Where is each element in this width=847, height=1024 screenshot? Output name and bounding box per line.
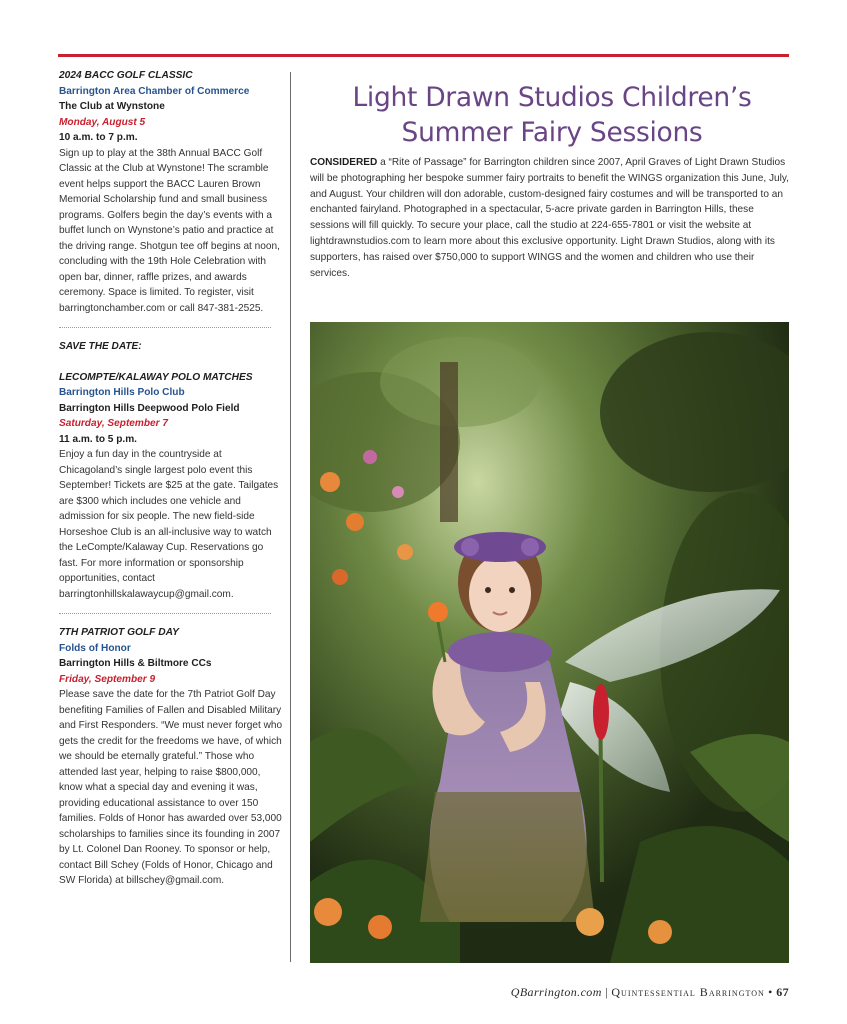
event-date: Saturday, September 7	[59, 418, 169, 429]
event-organization: Folds of Honor	[59, 642, 131, 654]
event-venue: Barrington Hills Deepwood Polo Field	[59, 402, 240, 414]
fairy-portrait-illustration	[310, 322, 789, 963]
page-number: 67	[776, 985, 789, 999]
page-footer	[300, 985, 789, 1000]
footer-publication: Quintessential Barrington	[611, 985, 765, 999]
footer-bullet: •	[764, 985, 777, 999]
save-the-date-label: SAVE THE DATE:	[59, 341, 142, 352]
event-venue: Barrington Hills & Biltmore CCs	[59, 658, 212, 669]
event-time: 10 a.m. to 7 p.m.	[59, 132, 138, 143]
article-body	[310, 155, 790, 281]
event-venue: The Club at Wynstone	[59, 101, 165, 112]
event-date: Friday, September 9	[59, 673, 156, 685]
footer-site: QBarrington.com	[510, 985, 602, 999]
article-title-line-1: Light Drawn Studios Children’s	[352, 82, 752, 113]
article-lead-word: CONSIDERED	[310, 157, 378, 168]
event-organization: Barrington Hills Polo Club	[59, 387, 185, 398]
dotted-divider	[59, 327, 271, 328]
column-divider	[290, 72, 291, 962]
event-organization: Barrington Area Chamber of Commerce	[59, 85, 250, 97]
event-heading: 2024 BACC GOLF CLASSIC	[59, 70, 193, 81]
event-time: 11 a.m. to 5 p.m.	[59, 433, 137, 445]
article-title-line-2: Summer Fairy Sessions	[401, 117, 703, 148]
article-text: a “Rite of Passage” for Barrington children since 2007, April Graves of Light Drawn Studios will be photographing her bespoke summer fairy portraits to benefit the WINGS organization this June, July, and August. Your children will don adorable, custom-designed fairy costumes and will be transported to an enchanted fairyland. Photographed in a spectacular, 5-acre private garden in Barrington Hills, these sessions will fill quickly. To secure your place, call the studio at 224-655-7801 or visit the website at lightdrawnstudios.com to learn more about this exclusive opportunity. Light Drawn Studios, along with its supporters, has raised over $750,000 to support WINGS and the women and children who use their services.	[310, 157, 789, 279]
event-heading: 7TH PATRIOT GOLF DAY	[59, 627, 179, 638]
event-date: Monday, August 5	[59, 116, 146, 128]
event-polo-matches	[59, 370, 283, 603]
event-description: Please save the date for the 7th Patriot Golf Day benefiting Families of Fallen and Disabled Military and First Responders. “We must never forget who gets the credit for the freedoms we have, of which we should be eternally grateful.” Those who attended last year, helping to raise $800,000, know what a special day and evening it was, providing educational assistance to over 150 families. Folds of Honor has awarded over 53,000 scholarships to families since its founding in 2007 by Lt. Colonel Dan Rooney. To sponsor or help, contact Bill Schey (Folds of Honor, Chicago and SW Florida) at billschey@gmail.com.	[59, 689, 283, 886]
dotted-divider	[59, 613, 271, 614]
events-column	[59, 68, 283, 889]
fairy-portrait-photo	[310, 322, 789, 963]
event-patriot-golf-day	[59, 625, 283, 889]
article-title	[310, 80, 794, 150]
top-rule	[58, 54, 789, 57]
event-description: Enjoy a fun day in the countryside at Chicagoland’s single largest polo event this September! Tickets are $25 at the gate. Tailgates are $300 which includes one vehicle and admission for six people. The new field-side Horseshoe Club is an all-inclusive way to watch the LeCompte/Kalaway Cup. Reservations go fast. For more information or sponsorship opportunities, contact barringtonhillskalawaycup@gmail.com.	[59, 449, 279, 600]
event-golf-classic	[59, 68, 283, 316]
footer-separator: |	[601, 985, 612, 999]
event-description: Sign up to play at the 38th Annual BACC Golf Classic at the Club at Wynstone! The scramble event helps support the BACC Lauren Brown Memorial Scholarship fund and small business programs. Golfers begin the day’s events with a buffet lunch on Wynstone’s patio and practice at the driving range. Shotgun tee off begins at noon, concluding with the 19th Hole Celebration with open bar, dinner, raffle prizes, and awards ceremony. Space is limited. To register, visit barringtonchamber.com or call 847-381-2525.	[59, 147, 280, 314]
event-heading: LECOMPTE/KALAWAY POLO MATCHES	[59, 371, 253, 383]
